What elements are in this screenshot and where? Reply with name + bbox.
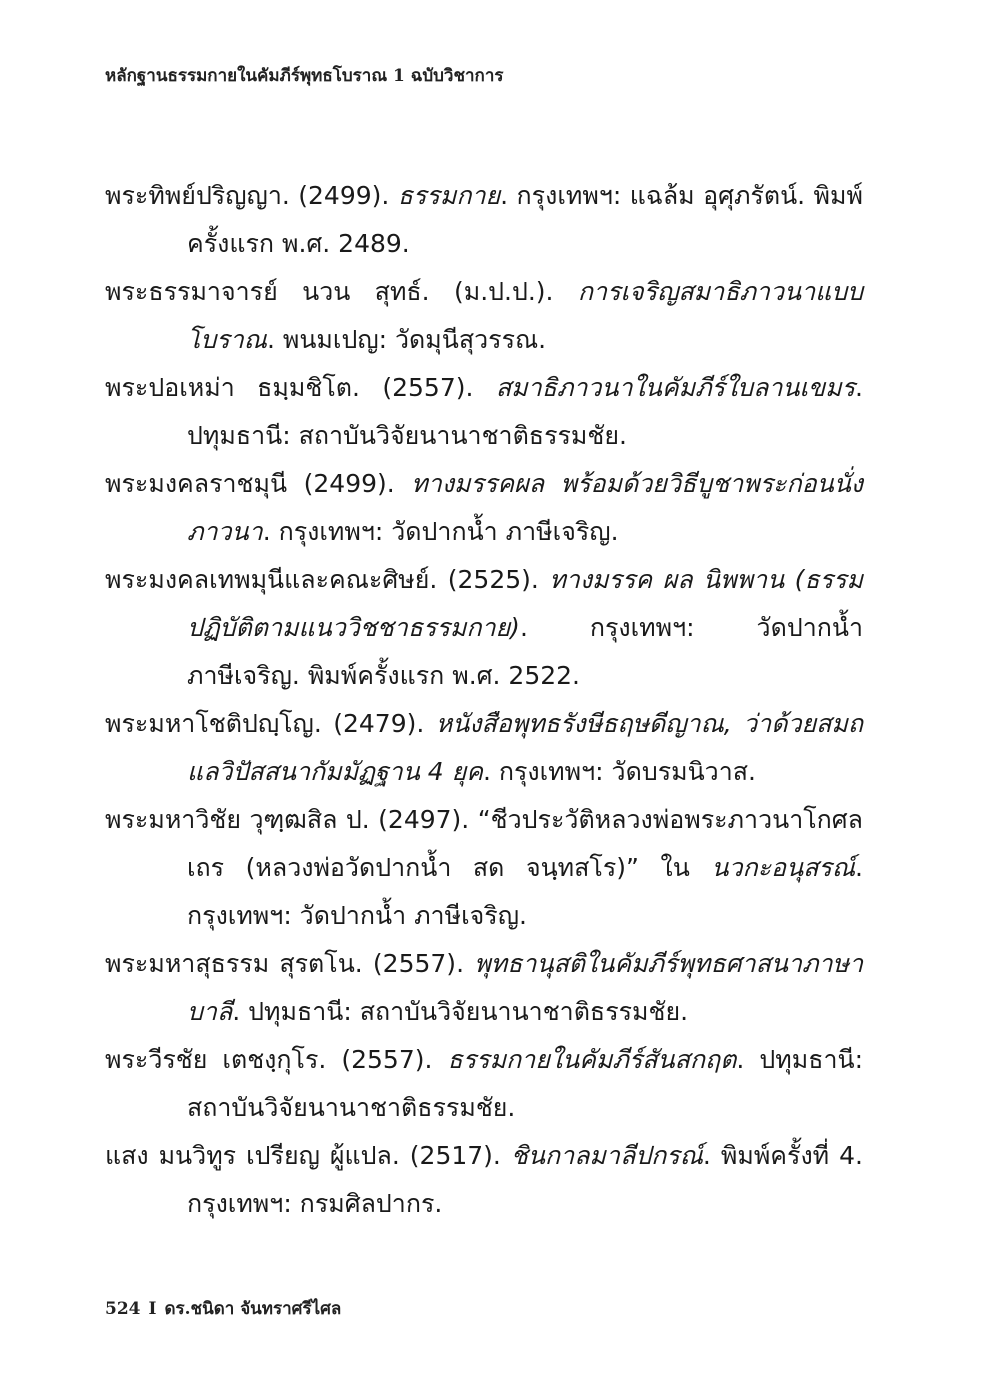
reference-text: . กรุงเทพฯ: วัดบรมนิวาส. (482, 757, 756, 786)
running-title: หลักฐานธรรมกายในคัมภีร์พุทธโบราณ 1 ฉบับวิชาการ (105, 66, 504, 86)
reference-text: พระมหาโชติปญฺโญ. (2479). (105, 709, 436, 738)
reference-entry (105, 268, 863, 364)
reference-text: พระมงคลราชมุนี (2499). (105, 469, 412, 498)
reference-text: . กรุงเทพฯ: วัดปากน้ำ ภาษีเจริญ. (187, 853, 863, 930)
reference-entry (105, 460, 863, 556)
author-name: ดร.ชนิดา จันทราศรีไศล (164, 1299, 342, 1319)
reference-title: ทางมรรค ผล นิพพาน (ธรรมปฏิบัติตามแนววิชชาธรรมกาย) (187, 565, 863, 642)
reference-entry (105, 940, 863, 1036)
reference-text: . พนมเปญ: วัดมุนีสุวรรณ. (266, 325, 547, 354)
footer-separator: I (148, 1299, 157, 1319)
reference-text: พระมงคลเทพมุนีและคณะศิษย์. (2525). (105, 565, 550, 594)
reference-text: แสง มนวิทูร เปรียญ ผู้แปล. (2517). (105, 1141, 511, 1170)
reference-text: . ปทุมธานี: สถาบันวิจัยนานาชาติธรรมชัย. (187, 1045, 864, 1122)
reference-entry (105, 1132, 863, 1228)
reference-entry (105, 172, 863, 268)
reference-title: หนังสือพุทธรังษีธฤษดีญาณ, ว่าด้วยสมถแลวิปัสสนากัมมัฏฐาน 4 ยุค (187, 709, 863, 786)
reference-text: . กรุงเทพฯ: แฉล้ม อุศุภรัตน์. พิมพ์ครั้งแรก พ.ศ. 2489. (187, 181, 863, 258)
reference-title: ธรรมกาย (397, 181, 501, 210)
reference-title: ชินกาลมาลีปกรณ์ (510, 1141, 703, 1170)
reference-text: พระมหาสุธรรม สุรตโน. (2557). (105, 949, 475, 978)
reference-entry (105, 556, 863, 700)
reference-text: พระธรรมาจารย์ นวน สุทธ์. (ม.ป.ป.). (105, 277, 578, 306)
reference-entry (105, 700, 863, 796)
reference-text: พระวีรชัย เตชงฺกุโร. (2557). (105, 1045, 448, 1074)
reference-title: พุทธานุสติในคัมภีร์พุทธศาสนาภาษาบาลี (187, 949, 863, 1026)
reference-entry (105, 796, 863, 940)
reference-title: การเจริญสมาธิภาวนาแบบโบราณ (187, 277, 863, 354)
reference-text: . กรุงเทพฯ: วัดปากน้ำ ภาษีเจริญ. พิมพ์ครั้งแรก พ.ศ. 2522. (187, 613, 863, 690)
reference-text: . กรุงเทพฯ: วัดปากน้ำ ภาษีเจริญ. (262, 517, 619, 546)
page-footer (105, 1295, 341, 1322)
reference-text: พระปอเหม่า ธมฺมชิโต. (2557). (105, 373, 496, 402)
reference-title: ธรรมกายในคัมภีร์สันสกฤต (447, 1045, 737, 1074)
reference-text: พระทิพย์ปริญญา. (2499). (105, 181, 398, 210)
page-number: 524 (105, 1299, 141, 1319)
reference-text: . ปทุมธานี: สถาบันวิจัยนานาชาติธรรมชัย. (232, 997, 689, 1026)
reference-entry (105, 1036, 863, 1132)
reference-text: พระมหาวิชัย วุฑฺฒสิล ป. (2497). “ชีวประวัติหลวงพ่อพระภาวนาโกศลเถร (หลวงพ่อวัดปากน้ำ สด จนฺทสโร)” ใน (105, 805, 863, 882)
reference-list (105, 172, 863, 1228)
reference-entry (105, 364, 863, 460)
reference-title: สมาธิภาวนาในคัมภีร์ใบลานเขมร (495, 373, 856, 402)
reference-title: ทางมรรคผล พร้อมด้วยวิธีบูชาพระก่อนนั่งภาวนา (187, 469, 863, 546)
reference-text: . พิมพ์ครั้งที่ 4. กรุงเทพฯ: กรมศิลปากร. (187, 1141, 863, 1218)
reference-text: . ปทุมธานี: สถาบันวิจัยนานาชาติธรรมชัย. (187, 373, 863, 450)
reference-title: นวกะอนุสรณ์ (711, 853, 856, 882)
